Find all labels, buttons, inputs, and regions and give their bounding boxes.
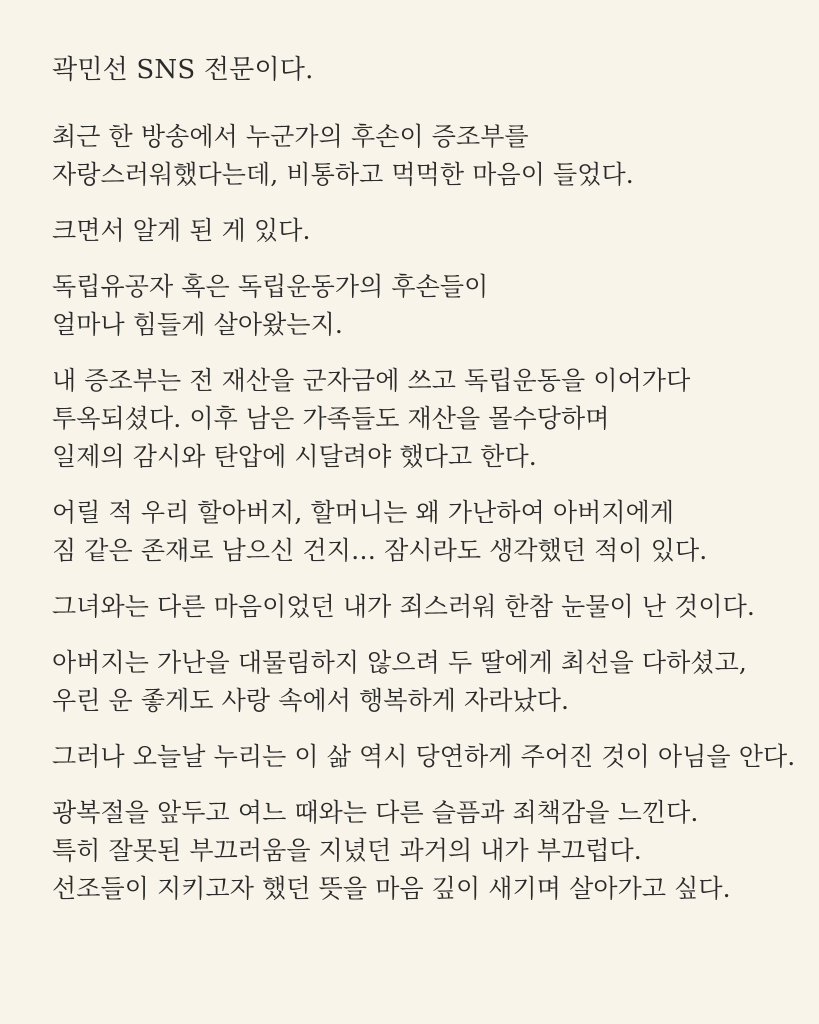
paragraph-8 bbox=[52, 738, 796, 776]
text-line: 독립유공자 혹은 독립운동가의 후손들이 bbox=[52, 272, 489, 301]
text-line: 투옥되셨다. 이후 남은 가족들도 재산을 몰수당하며 bbox=[52, 404, 610, 433]
text-line: 광복절을 앞두고 여느 때와는 다른 슬픔과 죄책감을 느낀다. bbox=[52, 798, 699, 827]
text-line: 크면서 알게 된 게 있다. bbox=[52, 216, 311, 245]
paragraph-9 bbox=[52, 794, 775, 908]
paragraph-7 bbox=[52, 644, 775, 720]
text-line: 내 증조부는 전 재산을 군자금에 쓰고 독립운동을 이어가다 bbox=[52, 366, 691, 395]
paragraph-3 bbox=[52, 268, 775, 344]
paragraph-5 bbox=[52, 494, 775, 570]
text-line: 최근 한 방송에서 누군가의 후손이 증조부를 bbox=[52, 122, 529, 151]
text-line: 그녀와는 다른 마음이었던 내가 죄스러워 한참 눈물이 난 것이다. bbox=[52, 592, 755, 621]
text-line: 일제의 감시와 탄압에 시달려야 했다고 한다. bbox=[52, 442, 537, 471]
text-line: 짐 같은 존재로 남으신 건지… 잠시라도 생각했던 적이 있다. bbox=[52, 536, 708, 565]
text-line: 특히 잘못된 부끄러움을 지녔던 과거의 내가 부끄럽다. bbox=[52, 836, 642, 865]
text-line: 자랑스러워했다는데, 비통하고 먹먹한 마음이 들었다. bbox=[52, 160, 634, 189]
text-line: 얼마나 힘들게 살아왔는지. bbox=[52, 310, 343, 339]
text-line: 선조들이 지키고자 했던 뜻을 마음 깊이 새기며 살아가고 싶다. bbox=[52, 874, 731, 903]
paragraph-2 bbox=[52, 212, 775, 250]
paragraph-4 bbox=[52, 362, 775, 476]
text-line: 그러나 오늘날 누리는 이 삶 역시 당연하게 주어진 것이 아님을 안다. bbox=[52, 742, 796, 771]
post-title: 곽민선 SNS 전문이다. bbox=[52, 55, 314, 85]
text-line: 아버지는 가난을 대물림하지 않으려 두 딸에게 최선을 다하셨고, bbox=[52, 648, 747, 677]
text-line: 우린 운 좋게도 사랑 속에서 행복하게 자라났다. bbox=[52, 686, 570, 715]
text-line: 어릴 적 우리 할아버지, 할머니는 왜 가난하여 아버지에게 bbox=[52, 498, 675, 527]
paragraph-1 bbox=[52, 118, 775, 194]
paragraph-6 bbox=[52, 588, 775, 626]
